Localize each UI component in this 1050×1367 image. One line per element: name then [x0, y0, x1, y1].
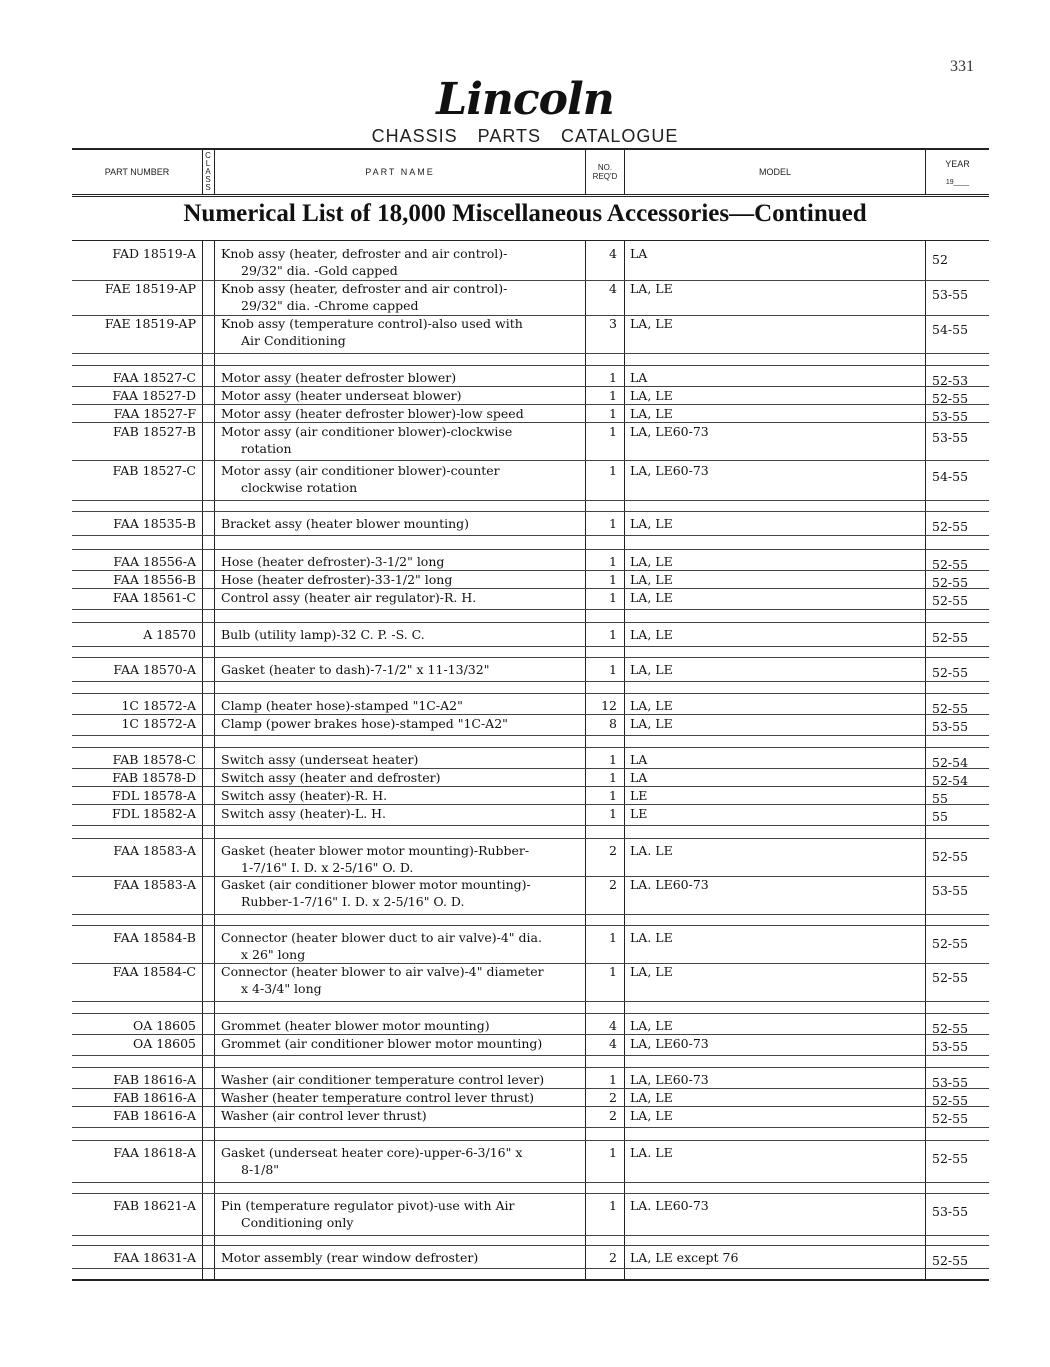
part-name [221, 715, 591, 732]
part-number: FAB 18527-B [113, 424, 196, 439]
year: 52-54 [932, 773, 969, 788]
part-name-line-1: Control assy (heater air regulator)-R. H. [221, 590, 477, 605]
model: LA, LE [630, 627, 673, 642]
row-separator [72, 768, 989, 769]
quantity-required: 8 [609, 716, 617, 731]
quantity-required: 1 [609, 964, 617, 979]
group-separator [72, 747, 989, 748]
part-name [221, 553, 591, 570]
table-row [72, 245, 989, 281]
part-name [221, 697, 591, 714]
year: 52-55 [932, 630, 969, 645]
model: LA. LE [630, 930, 673, 945]
column-year-label: YEAR [945, 158, 970, 169]
quantity-required: 2 [609, 1250, 617, 1265]
model: LA, LE [630, 406, 673, 421]
section-title: Numerical List of 18,000 Miscellaneous Accessories—Continued [183, 200, 867, 227]
column-part-name: PART NAME [365, 167, 435, 177]
table-row [72, 423, 989, 459]
bottom-rule [72, 1279, 989, 1281]
part-name-line-1: Connector (heater blower duct to air valve)-4" dia. [221, 930, 542, 945]
part-name-line-1: Clamp (power brakes hose)-stamped "1C-A2" [221, 716, 508, 731]
part-number: FDL 18582-A [112, 806, 196, 821]
row-separator [72, 1088, 989, 1089]
row-separator [72, 535, 989, 536]
row-separator [72, 280, 989, 281]
row-separator [72, 735, 989, 736]
model: LA. LE60-73 [630, 1198, 709, 1213]
part-name [221, 626, 591, 643]
column-header-bar [72, 148, 989, 197]
group-separator [72, 1013, 989, 1014]
model: LA, LE [630, 554, 673, 569]
part-name-line-2: x 26" long [241, 947, 306, 962]
year: 53-55 [932, 719, 969, 734]
quantity-required: 1 [609, 516, 617, 531]
part-name-line-1: Switch assy (underseat heater) [221, 752, 419, 767]
year: 52-55 [932, 1093, 969, 1108]
group-separator [72, 1193, 989, 1194]
model: LA [630, 770, 648, 785]
table-row [72, 751, 989, 769]
year: 53-55 [932, 430, 969, 445]
part-name [221, 876, 591, 910]
table-row [72, 697, 989, 715]
group-separator [72, 1245, 989, 1246]
model: LA, LE [630, 662, 673, 677]
year: 52-54 [932, 755, 969, 770]
group-separator [72, 549, 989, 550]
year: 52-55 [932, 391, 969, 406]
part-name [221, 805, 591, 822]
year: 52 [932, 252, 948, 267]
table-row [72, 387, 989, 405]
part-name-line-1: Pin (temperature regulator pivot)-use with Air [221, 1198, 515, 1213]
table-row [72, 805, 989, 823]
part-name [221, 661, 591, 678]
table-row [72, 1071, 989, 1089]
group-separator [72, 1140, 989, 1141]
row-separator [72, 460, 989, 461]
part-name-line-1: Hose (heater defroster)-33-1/2" long [221, 572, 453, 587]
part-name-line-1: Knob assy (heater, defroster and air control)- [221, 246, 508, 261]
part-name [221, 1035, 591, 1052]
model: LA, LE [630, 964, 673, 979]
part-name [221, 842, 591, 876]
quantity-required: 4 [609, 1018, 617, 1033]
part-name [221, 387, 591, 404]
part-name [221, 571, 591, 588]
group-separator [72, 838, 989, 839]
quantity-required: 2 [609, 1108, 617, 1123]
model: LA [630, 246, 648, 261]
model: LE [630, 806, 648, 821]
year: 52-55 [932, 849, 969, 864]
year: 53-55 [932, 409, 969, 424]
part-number: FAB 18616-A [113, 1090, 196, 1105]
quantity-required: 4 [609, 246, 617, 261]
model: LA. LE [630, 1145, 673, 1160]
year: 54-55 [932, 322, 969, 337]
row-separator [72, 681, 989, 682]
table-row [72, 571, 989, 589]
column-model: MODEL [758, 167, 791, 177]
quantity-required: 1 [609, 1198, 617, 1213]
year: 52-55 [932, 519, 969, 534]
year: 55 [932, 809, 948, 824]
table-row [72, 1144, 989, 1180]
row-separator [72, 963, 989, 964]
row-separator [72, 876, 989, 877]
model: LA, LE60-73 [630, 463, 709, 478]
model: LA, LE except 76 [630, 1250, 739, 1265]
part-name-line-1: Knob assy (temperature control)-also used with [221, 316, 523, 331]
part-name-line-2: clockwise rotation [241, 480, 358, 495]
column-no-reqd: NO. REQ'D [592, 163, 618, 181]
part-name [221, 245, 591, 279]
quantity-required: 2 [609, 1090, 617, 1105]
lincoln-logo: Lincoln [436, 74, 614, 125]
model: LA, LE60-73 [630, 1036, 709, 1051]
part-number: FAA 18583-A [113, 877, 196, 892]
part-name-line-1: Gasket (underseat heater core)-upper-6-3/16" x [221, 1145, 523, 1160]
part-name-line-1: Washer (air control lever thrust) [221, 1108, 427, 1123]
part-name-line-1: Switch assy (heater)-L. H. [221, 806, 387, 821]
row-separator [72, 1235, 989, 1236]
part-name-line-1: Gasket (heater blower motor mounting)-Rubber- [221, 843, 530, 858]
part-name-line-2: Air Conditioning [241, 333, 346, 348]
column-class [203, 150, 213, 194]
model: LA, LE [630, 1018, 673, 1033]
part-number: FAA 18535-B [113, 516, 196, 531]
part-number: FAA 18584-C [112, 964, 196, 979]
year: 55 [932, 791, 948, 806]
part-number: FAA 18631-A [113, 1250, 196, 1265]
model: LA, LE [630, 281, 673, 296]
part-name-line-2: 29/32" dia. -Chrome capped [241, 298, 419, 313]
row-separator [72, 588, 989, 589]
part-name-line-2: 1-7/16" I. D. x 2-5/16" O. D. [241, 860, 414, 875]
year: 53-55 [932, 1204, 969, 1219]
table-row [72, 515, 989, 533]
part-number: FDL 18578-A [112, 788, 196, 803]
row-separator [72, 353, 989, 354]
year: 52-55 [932, 936, 969, 951]
catalogue-title: CHASSIS PARTS CATALOGUE [371, 126, 679, 146]
row-separator [72, 404, 989, 405]
row-separator [72, 804, 989, 805]
part-number: OA 18605 [132, 1018, 196, 1033]
quantity-required: 1 [609, 406, 617, 421]
year: 52-55 [932, 701, 969, 716]
part-name-line-1: Switch assy (heater and defroster) [221, 770, 441, 785]
row-separator [72, 1268, 989, 1269]
row-separator [72, 1034, 989, 1035]
part-name-line-1: Bulb (utility lamp)-32 C. P. -S. C. [221, 627, 425, 642]
part-name [221, 963, 591, 997]
quantity-required: 1 [609, 370, 617, 385]
row-separator [72, 714, 989, 715]
quantity-required: 1 [609, 554, 617, 569]
year: 52-55 [932, 557, 969, 572]
group-separator [72, 657, 989, 658]
year: 52-53 [932, 373, 969, 388]
part-name-line-1: Connector (heater blower to air valve)-4" diameter [221, 964, 544, 979]
row-separator [72, 1055, 989, 1056]
row-separator [72, 500, 989, 501]
quantity-required: 1 [609, 388, 617, 403]
part-name [221, 1249, 591, 1266]
part-number: FAB 18616-A [113, 1108, 196, 1123]
part-name [221, 315, 591, 349]
part-name-line-1: Washer (air conditioner temperature control lever) [221, 1072, 545, 1087]
table-row [72, 1035, 989, 1053]
quantity-required: 4 [609, 281, 617, 296]
part-name [221, 589, 591, 606]
model: LA, LE [630, 388, 673, 403]
part-number: FAA 18556-A [113, 554, 196, 569]
part-name [221, 1144, 591, 1178]
quantity-required: 1 [609, 463, 617, 478]
table-row [72, 876, 989, 912]
part-number: FAE 18519-AP [104, 316, 196, 331]
part-name-line-1: Motor assy (air conditioner blower)-counter [221, 463, 500, 478]
model: LA, LE [630, 1108, 673, 1123]
group-separator [72, 925, 989, 926]
quantity-required: 1 [609, 930, 617, 945]
year: 53-55 [932, 287, 969, 302]
part-name [221, 1017, 591, 1034]
part-name-line-1: Motor assy (heater defroster blower) [221, 370, 457, 385]
part-number: FAA 18561-C [112, 590, 196, 605]
quantity-required: 1 [609, 1072, 617, 1087]
part-name-line-2: x 4-3/4" long [241, 981, 322, 996]
group-separator [72, 693, 989, 694]
part-name-line-1: Motor assembly (rear window defroster) [221, 1250, 479, 1265]
part-name-line-1: Gasket (heater to dash)-7-1/2" x 11-13/32" [221, 662, 490, 677]
table-row [72, 929, 989, 965]
part-name-line-1: Clamp (heater hose)-stamped "1C-A2" [221, 698, 463, 713]
table-row [72, 1017, 989, 1035]
table-row [72, 661, 989, 679]
table-row [72, 405, 989, 423]
part-name [221, 405, 591, 422]
group-separator [72, 622, 989, 623]
model: LA, LE [630, 516, 673, 531]
model: LA, LE [630, 316, 673, 331]
part-number: FAA 18527-D [112, 388, 196, 403]
table-row [72, 1197, 989, 1233]
parts-table [72, 240, 989, 1281]
row-separator [72, 1001, 989, 1002]
part-name-line-1: Grommet (air conditioner blower motor mounting) [221, 1036, 543, 1051]
table-row [72, 315, 989, 351]
table-row [72, 553, 989, 571]
part-name-line-2: Conditioning only [241, 1215, 354, 1230]
row-separator [72, 825, 989, 826]
part-name-line-1: Grommet (heater blower motor mounting) [221, 1018, 490, 1033]
part-number: FAA 18570-A [113, 662, 196, 677]
part-name-line-1: Motor assy (heater defroster blower)-low speed [221, 406, 524, 421]
part-name [221, 1071, 591, 1088]
column-year-prefix: 19____ [945, 178, 970, 186]
part-name [221, 462, 591, 496]
quantity-required: 1 [609, 424, 617, 439]
part-name-line-2: 29/32" dia. -Gold capped [241, 263, 398, 278]
quantity-required: 1 [609, 770, 617, 785]
quantity-required: 4 [609, 1036, 617, 1051]
quantity-required: 1 [609, 806, 617, 821]
row-separator [72, 1127, 989, 1128]
part-number: 1C 18572-A [121, 716, 196, 731]
quantity-required: 1 [609, 1145, 617, 1160]
row-separator [72, 786, 989, 787]
part-name-line-2: 8-1/8" [241, 1162, 280, 1177]
part-name-line-2: Rubber-1-7/16" I. D. x 2-5/16" O. D. [241, 894, 465, 909]
row-separator [72, 422, 989, 423]
part-number: FAD 18519-A [112, 246, 196, 261]
quantity-required: 1 [609, 572, 617, 587]
year: 53-55 [932, 883, 969, 898]
part-number: FAB 18578-D [112, 770, 196, 785]
year: 53-55 [932, 1075, 969, 1090]
part-name [221, 423, 591, 457]
part-name [221, 515, 591, 532]
group-separator [72, 511, 989, 512]
year: 52-55 [932, 575, 969, 590]
part-name [221, 751, 591, 768]
part-name-line-1: Motor assy (air conditioner blower)-clockwise [221, 424, 513, 439]
part-name-line-1: Washer (heater temperature control lever thrust) [221, 1090, 534, 1105]
table-row [72, 280, 989, 316]
table-row [72, 769, 989, 787]
quantity-required: 1 [609, 752, 617, 767]
table-row [72, 715, 989, 733]
part-name [221, 1197, 591, 1231]
part-number: FAA 18556-B [113, 572, 196, 587]
part-name-line-2: rotation [241, 441, 292, 456]
quantity-required: 2 [609, 843, 617, 858]
quantity-required: 1 [609, 662, 617, 677]
year: 52-55 [932, 1111, 969, 1126]
table-row [72, 369, 989, 387]
part-number: A 18570 [143, 627, 196, 642]
part-number: FAA 18618-A [113, 1145, 196, 1160]
part-number: FAB 18578-C [112, 752, 196, 767]
model: LA, LE [630, 698, 673, 713]
model: LA, LE60-73 [630, 424, 709, 439]
quantity-required: 12 [601, 698, 617, 713]
part-number: FAB 18527-C [112, 463, 196, 478]
part-number: FAB 18616-A [113, 1072, 196, 1087]
model: LA. LE60-73 [630, 877, 709, 892]
part-number: FAA 18527-F [113, 406, 196, 421]
table-row [72, 963, 989, 999]
model: LA, LE60-73 [630, 1072, 709, 1087]
table-row [72, 842, 989, 878]
year: 53-55 [932, 1039, 969, 1054]
part-name-line-1: Knob assy (heater, defroster and air control)- [221, 281, 508, 296]
part-number: FAA 18584-B [113, 930, 196, 945]
group-separator [72, 365, 989, 366]
part-name-line-1: Bracket assy (heater blower mounting) [221, 516, 470, 531]
part-name [221, 1089, 591, 1106]
group-separator [72, 1067, 989, 1068]
row-separator [72, 1106, 989, 1107]
row-separator [72, 570, 989, 571]
table-row [72, 1107, 989, 1125]
part-name [221, 280, 591, 314]
row-separator [72, 609, 989, 610]
part-name-line-1: Hose (heater defroster)-3-1/2" long [221, 554, 445, 569]
quantity-required: 1 [609, 590, 617, 605]
quantity-required: 3 [609, 316, 617, 331]
row-separator [72, 914, 989, 915]
model: LA, LE [630, 572, 673, 587]
year: 52-55 [932, 1253, 969, 1268]
year: 52-55 [932, 970, 969, 985]
table-row [72, 787, 989, 805]
column-year [926, 150, 989, 194]
row-separator [72, 315, 989, 316]
part-name [221, 769, 591, 786]
quantity-required: 2 [609, 877, 617, 892]
model: LA, LE [630, 716, 673, 731]
table-row [72, 1089, 989, 1107]
table-row [72, 1249, 989, 1267]
part-number: FAA 18527-C [112, 370, 196, 385]
year: 52-55 [932, 1021, 969, 1036]
model: LA, LE [630, 1090, 673, 1105]
model: LE [630, 788, 648, 803]
part-number: FAA 18583-A [113, 843, 196, 858]
year: 52-55 [932, 665, 969, 680]
part-name-line-1: Switch assy (heater)-R. H. [221, 788, 388, 803]
part-number: 1C 18572-A [121, 698, 196, 713]
part-number: FAE 18519-AP [104, 281, 196, 296]
year: 52-55 [932, 1151, 969, 1166]
year: 52-55 [932, 593, 969, 608]
table-row [72, 589, 989, 607]
part-name-line-1: Motor assy (heater underseat blower) [221, 388, 462, 403]
part-name [221, 1107, 591, 1124]
model: LA [630, 370, 648, 385]
year: 54-55 [932, 469, 969, 484]
page-number: 331 [950, 58, 974, 75]
part-name-line-1: Gasket (air conditioner blower motor mounting)- [221, 877, 531, 892]
row-separator [72, 386, 989, 387]
quantity-required: 1 [609, 627, 617, 642]
part-number: FAB 18621-A [113, 1198, 196, 1213]
model: LA. LE [630, 843, 673, 858]
column-part-number: PART NUMBER [104, 167, 170, 177]
part-name [221, 929, 591, 963]
part-number: OA 18605 [132, 1036, 196, 1051]
quantity-required: 1 [609, 788, 617, 803]
table-row [72, 462, 989, 498]
part-name [221, 369, 591, 386]
class-letters: C L A S S [205, 151, 211, 192]
part-name [221, 787, 591, 804]
row-separator [72, 646, 989, 647]
model: LA, LE [630, 590, 673, 605]
model: LA [630, 752, 648, 767]
row-separator [72, 1182, 989, 1183]
table-row [72, 626, 989, 644]
